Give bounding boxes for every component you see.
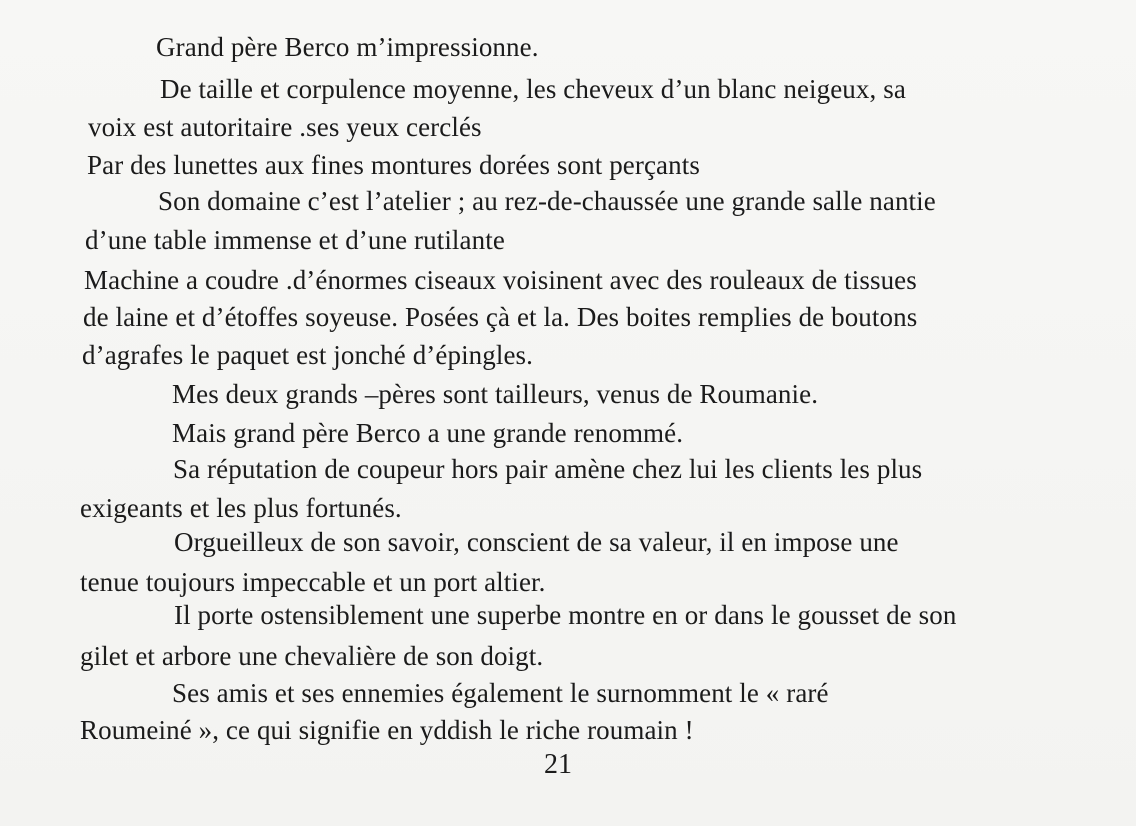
text-line: De taille et corpulence moyenne, les cheveux d’un blanc neigeux, sa	[160, 74, 906, 104]
text-line: Par des lunettes aux fines montures dorées sont perçants	[87, 150, 700, 180]
text-line: d’une table immense et d’une rutilante	[85, 225, 505, 255]
text-line: Grand père Berco m’impressionne.	[156, 32, 539, 62]
text-line: exigeants et les plus fortunés.	[80, 493, 402, 523]
text-line: Il porte ostensiblement une superbe montre en or dans le gousset de son	[174, 600, 957, 630]
text-line: de laine et d’étoffes soyeuse. Posées çà et la. Des boites remplies de boutons	[83, 302, 918, 332]
text-line: voix est autoritaire .ses yeux cerclés	[88, 112, 482, 142]
text-line: Machine a coudre .d’énormes ciseaux voisinent avec des rouleaux de tissues	[84, 265, 917, 295]
text-line: Ses amis et ses ennemies également le surnomment le « raré	[172, 678, 829, 708]
text-line: d’agrafes le paquet est jonché d’épingles.	[82, 340, 534, 370]
text-line: Mais grand père Berco a une grande renommé.	[172, 418, 684, 448]
text-line: Orgueilleux de son savoir, conscient de sa valeur, il en impose une	[174, 527, 899, 557]
text-line: tenue toujours impeccable et un port altier.	[80, 567, 546, 597]
text-line: Roumeiné », ce qui signifie en yddish le riche roumain !	[80, 715, 694, 745]
text-line: gilet et arbore une chevalière de son doigt.	[80, 641, 544, 671]
text-line: Mes deux grands –pères sont tailleurs, venus de Roumanie.	[172, 379, 819, 409]
page-number: 21	[544, 749, 572, 780]
text-line: Sa réputation de coupeur hors pair amène chez lui les clients les plus	[173, 454, 923, 484]
text-line: Son domaine c’est l’atelier ; au rez-de-chaussée une grande salle nantie	[158, 186, 936, 216]
